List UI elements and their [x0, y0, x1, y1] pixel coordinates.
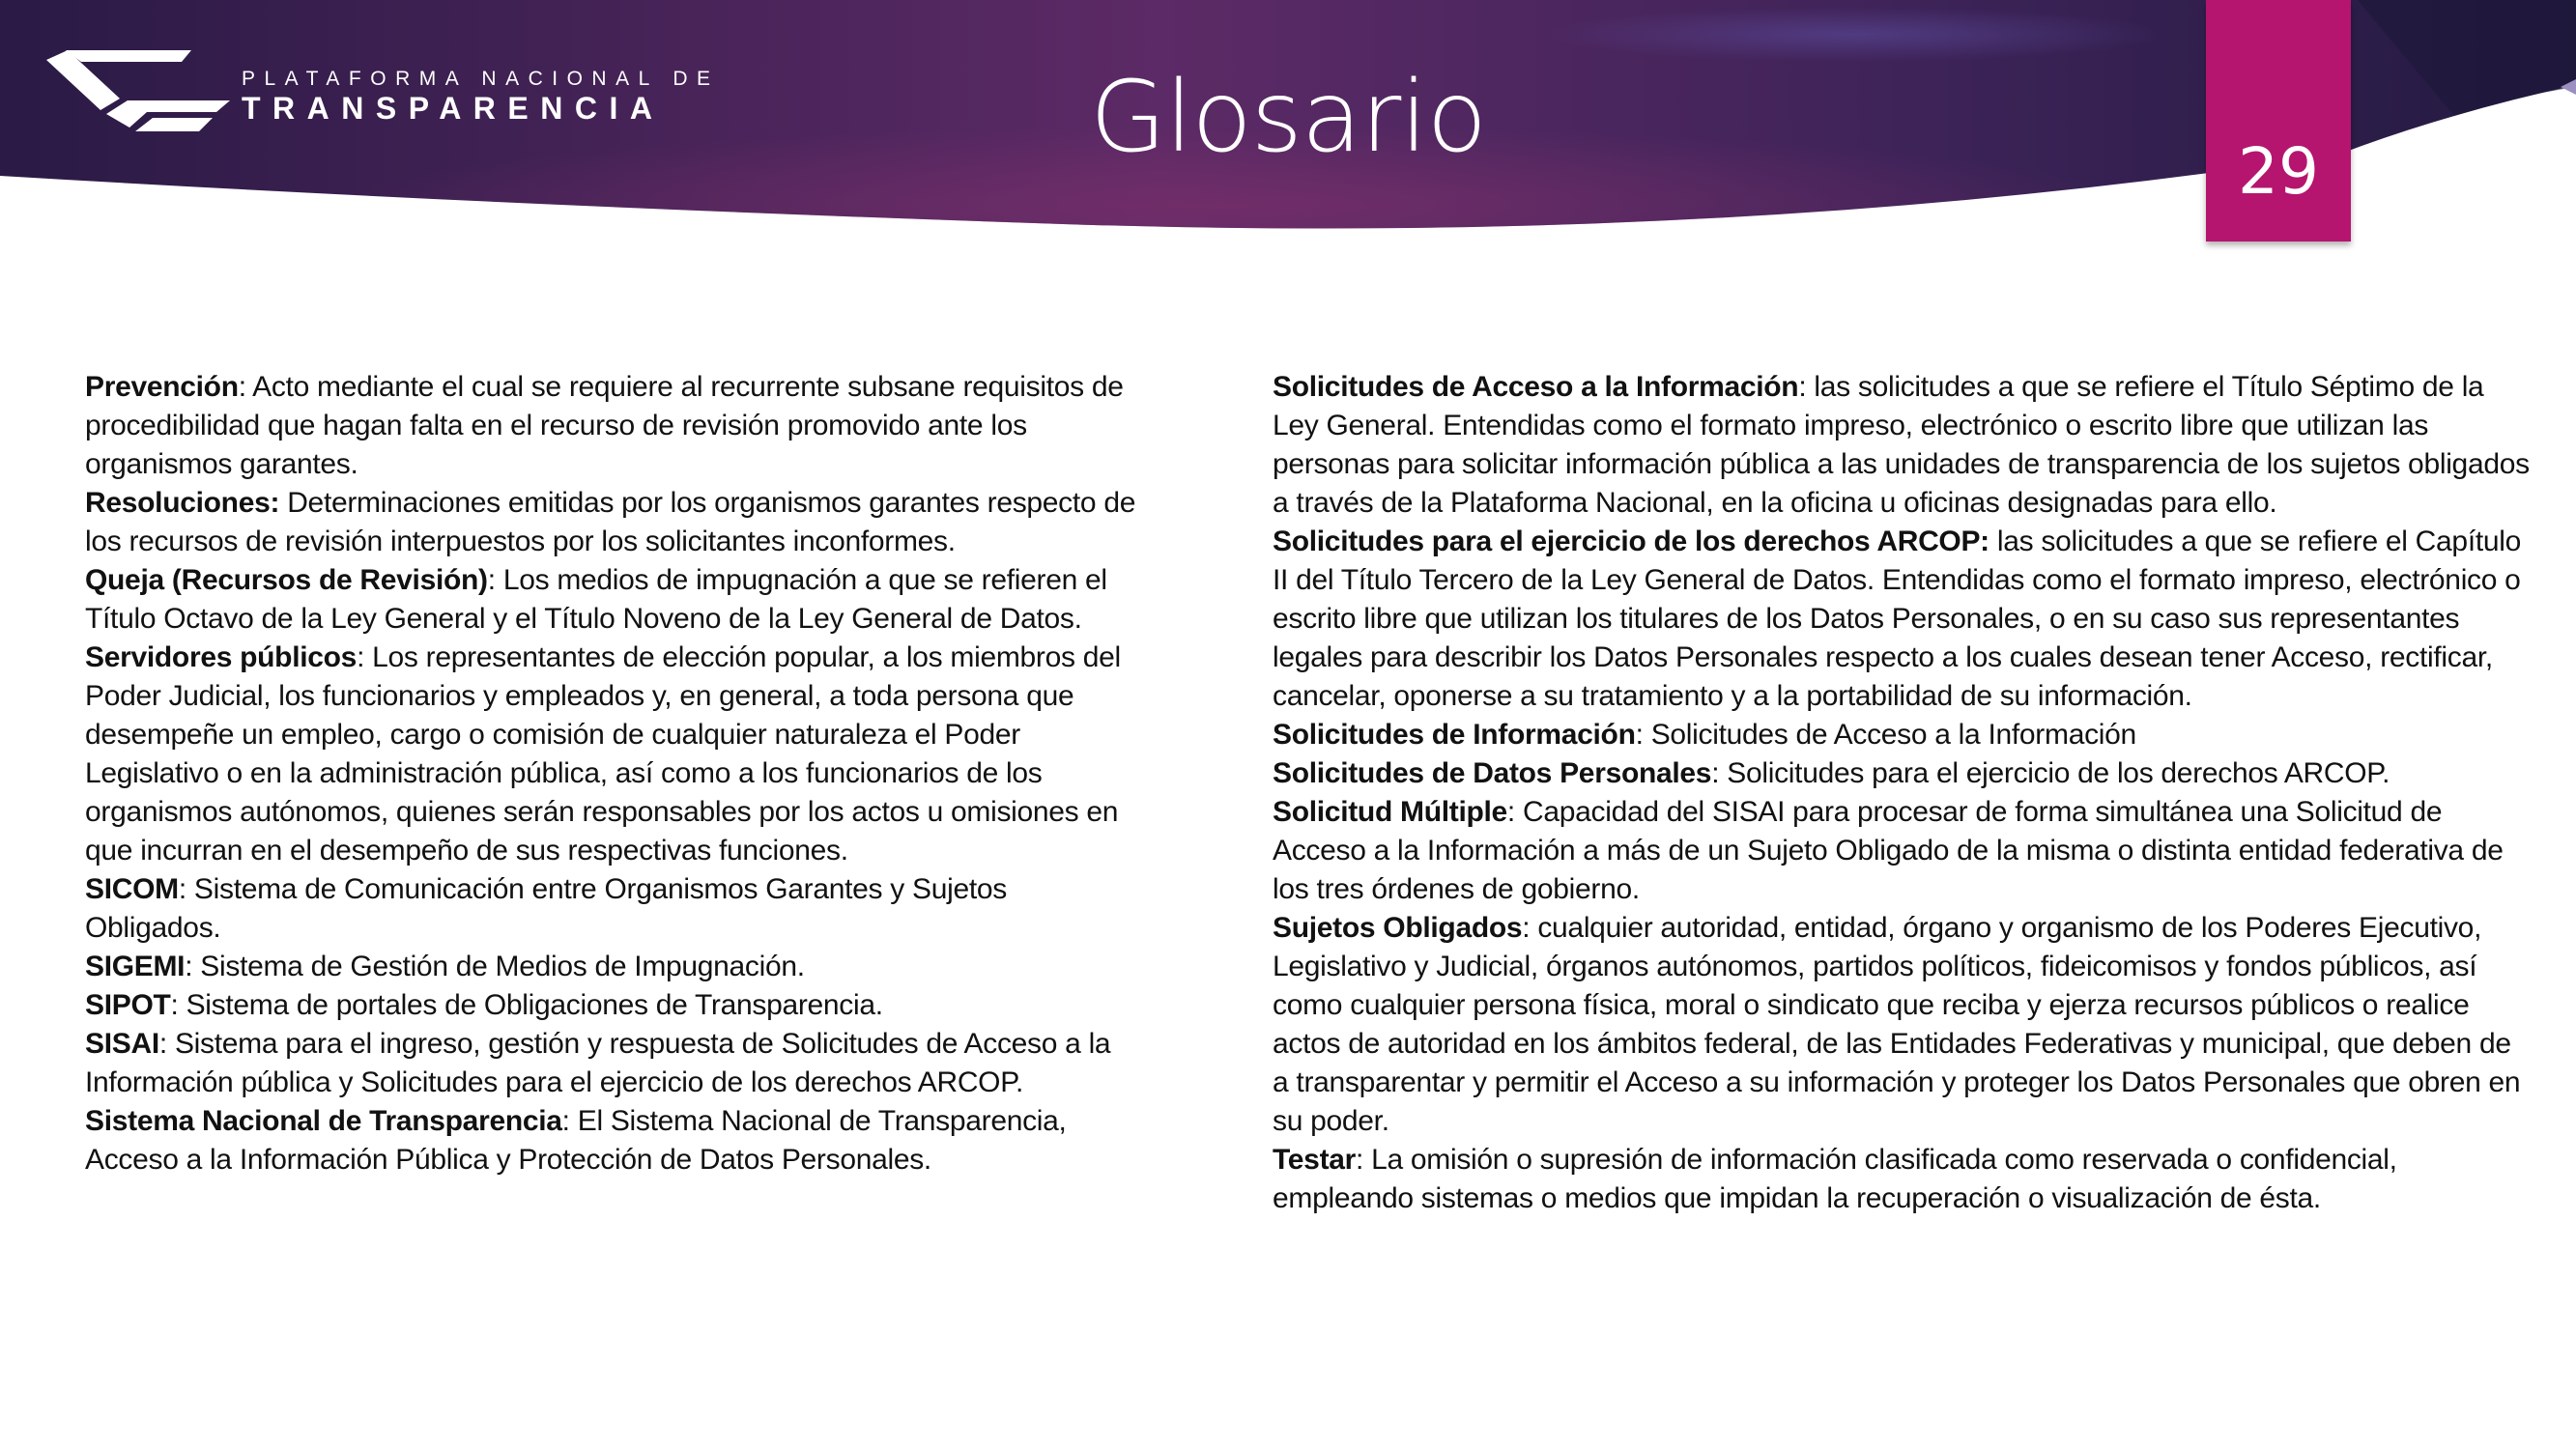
glossary-entry: Servidores públicos: Los representantes de elección popular, a los miembros del Poder Judicial, los funcionarios y empleados y, en general, a toda persona que desempeñe un empleo, cargo o comisión de cualquier naturaleza el Poder Legislativo o en la administración pública, así como a los funcionarios de los organismos autónomos, quienes serán responsables por los actos u omisiones en que incurran en el desempeño de sus respectivas funciones. — [85, 641, 1121, 867]
glossary-term: Solicitud Múltiple — [1273, 796, 1507, 828]
glossary-term: Sistema Nacional de Transparencia — [85, 1105, 562, 1137]
page-title: Glosario — [1089, 60, 1487, 175]
glossary-definition: La omisión o supresión de información clasificada como reservada o confidencial, empleando sistemas o medios que impidan la recuperación o visualización de ésta. — [1273, 1144, 2397, 1214]
glossary-definition: Acto mediante el cual se requiere al recurrente subsane requisitos de procedibilidad que hagan falta en el recurso de revisión promovido ante los organismos garantes. — [85, 371, 1124, 480]
glossary-entry: Sujetos Obligados: cualquier autoridad, entidad, órgano y organismo de los Poderes Ejecutivo, Legislativo y Judicial, órganos autónomos, partidos políticos, fideicomisos y fondos públicos, así como cualquier persona física, moral o sindicato que reciba y ejerza recursos públicos o realice actos de autoridad en los ámbitos federal, de las Entidades Federativas y municipal, que deben de a transparentar y permitir el Acceso a su información y proteger los Datos Personales que obren en su poder. — [1273, 912, 2521, 1137]
glossary-entry: SIPOT: Sistema de portales de Obligaciones de Transparencia. — [85, 989, 883, 1021]
glossary-definition: El Sistema Nacional de Transparencia, Acceso a la Información Pública y Protección de Datos Personales. — [85, 1105, 1067, 1176]
glossary-term: Solicitudes para el ejercicio de los derechos ARCOP: — [1273, 526, 1989, 557]
glossary-term: SISAI — [85, 1028, 159, 1060]
logo-text-line1: PLATAFORMA NACIONAL DE — [242, 68, 720, 90]
glossary-entry — [85, 484, 1148, 561]
glossary-column-left — [85, 368, 1148, 1179]
glossary-definition: Los medios de impugnación a que se refieren el Título Octavo de la Ley General y el Título Noveno de la Ley General de Datos. — [85, 564, 1107, 635]
glossary-entry: Prevención: Acto mediante el cual se requiere al recurrente subsane requisitos de procedibilidad que hagan falta en el recurso de revisión promovido ante los organismos garantes. — [85, 371, 1124, 480]
glossary-term: Sujetos Obligados — [1273, 912, 1523, 944]
glossary-entry: Sistema Nacional de Transparencia: El Sistema Nacional de Transparencia, Acceso a la Información Pública y Protección de Datos Personales. — [85, 1105, 1067, 1176]
glossary-entry: Solicitudes de Acceso a la Información: las solicitudes a que se refiere el Título Séptimo de la Ley General. Entendidas como el formato impreso, electrónico o escrito libre que utilizan las personas para solicitar información pública a las unidades de transparencia de los sujetos obligados a través de la Plataforma Nacional, en la oficina u oficinas designadas para ello. — [1273, 371, 2530, 519]
glossary-term: Resoluciones: — [85, 487, 280, 519]
glossary-term: SICOM — [85, 873, 179, 905]
page-number-badge — [2206, 0, 2351, 242]
glossary-entry: Queja (Recursos de Revisión): Los medios de impugnación a que se refieren el Título Octavo de la Ley General y el Título Noveno de la Ley General de Datos. — [85, 564, 1107, 635]
glossary-term: SIPOT — [85, 989, 171, 1021]
glossary-term: Testar — [1273, 1144, 1357, 1176]
glossary-definition: las solicitudes a que se refiere el Capítulo II del Título Tercero de la Ley General de Datos. Entendidas como el formato impreso, electrónico o escrito libre que utilizan los titulares de los Datos Personales, o en su caso sus representantes legales para describir los Datos Personales respecto a los cuales desean tener Acceso, rectificar, cancelar, oponerse a su tratamiento y a la portabilidad de su información. — [1273, 526, 2522, 712]
page-number: 29 — [2238, 134, 2319, 209]
glossary-definition: Solicitudes para el ejercicio de los derechos ARCOP. — [1719, 757, 2390, 789]
glossary-definition: Solicitudes de Acceso a la Información — [1643, 719, 2136, 751]
glossary-entry: SISAI: Sistema para el ingreso, gestión y respuesta de Solicitudes de Acceso a la Información pública y Solicitudes para el ejercicio de los derechos ARCOP. — [85, 1028, 1111, 1098]
glossary-entry: Solicitudes de Información: Solicitudes de Acceso a la Información — [1273, 719, 2136, 751]
plataforma-logo-icon — [46, 50, 230, 139]
glossary-entry — [1273, 523, 2533, 716]
glossary-term: Solicitudes de Información — [1273, 719, 1636, 751]
glossary-term: Servidores públicos — [85, 641, 358, 673]
glossary-term: Solicitudes de Acceso a la Información — [1273, 371, 1799, 403]
glossary-definition: Capacidad del SISAI para procesar de forma simultánea una Solicitud de Acceso a la Información a más de un Sujeto Obligado de la misma o distinta entidad federativa de los tres órdenes de gobierno. — [1273, 796, 2504, 905]
glossary-entry: SICOM: Sistema de Comunicación entre Organismos Garantes y Sujetos Obligados. — [85, 873, 1007, 944]
glossary-definition: las solicitudes a que se refiere el Título Séptimo de la Ley General. Entendidas como el formato impreso, electrónico o escrito libre que utilizan las personas para solicitar información pública a las unidades de transparencia de los sujetos obligados a través de la Plataforma Nacional, en la oficina u oficinas designadas para ello. — [1273, 371, 2530, 519]
glossary-definition: Sistema para el ingreso, gestión y respuesta de Solicitudes de Acceso a la Información pública y Solicitudes para el ejercicio de los derechos ARCOP. — [85, 1028, 1111, 1098]
glossary-entry: Solicitud Múltiple: Capacidad del SISAI para procesar de forma simultánea una Solicitud de Acceso a la Información a más de un Sujeto Obligado de la misma o distinta entidad federativa de los tres órdenes de gobierno. — [1273, 796, 2504, 905]
glossary-definition: Determinaciones emitidas por los organismos garantes respecto de los recursos de revisión interpuestos por los solicitantes inconformes. — [85, 487, 1136, 557]
glossary-column-right — [1273, 368, 2533, 1218]
glossary-term: Solicitudes de Datos Personales — [1273, 757, 1712, 789]
glossary-term: Prevención — [85, 371, 239, 403]
glossary-entry: Testar: La omisión o supresión de información clasificada como reservada o confidencial, empleando sistemas o medios que impidan la recuperación o visualización de ésta. — [1273, 1144, 2397, 1214]
glossary-entry: Solicitudes de Datos Personales: Solicitudes para el ejercicio de los derechos ARCOP. — [1273, 757, 2390, 789]
glossary-definition: Los representantes de elección popular, a los miembros del Poder Judicial, los funcionarios y empleados y, en general, a toda persona que desempeñe un empleo, cargo o comisión de cualquier naturaleza el Poder Legislativo o en la administración pública, así como a los funcionarios de los organismos autónomos, quienes serán responsables por los actos u omisiones en que incurran en el desempeño de sus respectivas funciones. — [85, 641, 1121, 867]
glossary-definition: Sistema de portales de Obligaciones de Transparencia. — [178, 989, 883, 1021]
logo-text-line2: TRANSPARENCIA — [242, 91, 665, 126]
glossary-term: SIGEMI — [85, 951, 186, 982]
glossary-definition: Sistema de Comunicación entre Organismos Garantes y Sujetos Obligados. — [85, 873, 1007, 944]
glossary-term: Queja (Recursos de Revisión) — [85, 564, 488, 596]
glossary-definition: Sistema de Gestión de Medios de Impugnación. — [192, 951, 805, 982]
glossary-definition: cualquier autoridad, entidad, órgano y organismo de los Poderes Ejecutivo, Legislativo y Judicial, órganos autónomos, partidos políticos, fideicomisos y fondos públicos, así como cualquier persona física, moral o sindicato que reciba y ejerza recursos públicos o realice actos de autoridad en los ámbitos federal, de las Entidades Federativas y municipal, que deben de a transparentar y permitir el Acceso a su información y proteger los Datos Personales que obren en su poder. — [1273, 912, 2521, 1137]
glossary-entry: SIGEMI: Sistema de Gestión de Medios de Impugnación. — [85, 951, 805, 982]
